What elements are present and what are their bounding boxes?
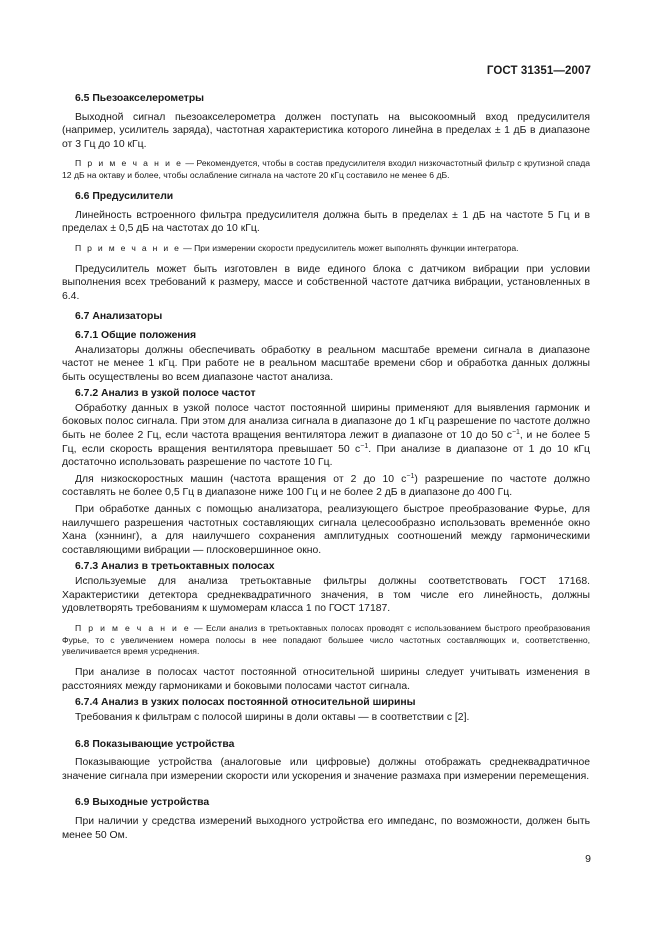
section-6-6-title: 6.6 Предусилители: [75, 190, 174, 202]
section-6-5-paragraph: Выходной сигнал пьезоакселерометра должен поступать на высокоомный вход предусилителя (например, усилитель заряда), частотная характеристика которого линейна в пределах ± 1 дБ в диапазоне от 3 Гц до 10 кГц.: [62, 111, 590, 150]
section-6-7-2-title: 6.7.2 Анализ в узкой полосе частот: [75, 388, 256, 400]
section-6-9-title: 6.9 Выходные устройства: [75, 797, 210, 809]
section-6-7-3-paragraph-2: При анализе в полосах частот постоянной относительной ширины следует учитывать изменения в расстояниях между гармониками и боковыми полосами частот сигнала.: [62, 667, 590, 692]
note-label: П р и м е ч а н и е: [75, 242, 181, 253]
section-6-7-3-paragraph-1: Используемые для анализа третьоктавные фильтры должны соответствовать ГОСТ 17168. Характеристики детектора среднеквадратичного значения, в том числе его линейность, должны удовлетворять требованиям к шумомерам класса 1 по ГОСТ 17187.: [62, 576, 590, 615]
note-text: — Если анализ в третьоктавных полосах проводят с использованием быстрого преобразования Фурье, то с увеличением номера полосы в нее попадают большее число частотных составляющих и, соответственно, увеличивается время усреднения.: [62, 622, 590, 657]
section-6-7-4-paragraph: Требования к фильтрам с полосой ширины в доли октавы — в соответствии с [2].: [75, 711, 470, 723]
section-6-6-note: [62, 243, 590, 255]
text-fragment: ) разрешение по частоте должно составлять не более 0,5 Гц в диапазоне ниже 100 Гц и не более 2 дБ в диапазоне до 400 Гц.: [62, 473, 590, 499]
page-content: [62, 92, 590, 849]
section-6-7-title: 6.7 Анализаторы: [75, 311, 163, 323]
section-6-7-4-title: 6.7.4 Анализ в узких полосах постоянной относительной ширины: [75, 697, 416, 709]
section-6-8-paragraph: Показывающие устройства (аналоговые или цифровые) должны отображать среднеквадратичное значение сигнала при измерении скорости или ускорения и значение размаха при измерении перемещения.: [62, 757, 590, 782]
note-text: — Рекомендуется, чтобы в состав предусилителя входил низкочастотный фильтр с крутизной спада 12 дБ на октаву и более, чтобы ослабление сигнала на частоте 20 кГц составило не менее 6 дБ.: [62, 158, 591, 181]
page-number: 9: [585, 853, 591, 865]
section-6-7-2-paragraph-3: При обработке данных с помощью анализатора, реализующего быстрое преобразование Фурье, для наилучшего разрешения частотных составляющих сигнала целесообразно использовать временно́е окно Хана (хэннинг), а для наилучшего сохранения амплитудных соотношений между гармоническими составляющими вибрации — плосковершинное окно.: [62, 504, 590, 556]
text-fragment: . При анализе в диапазоне от 1 до 10 кГц достаточно использовать разрешение по частоте 10 Гц.: [62, 443, 590, 469]
section-6-7-1-title: 6.7.1 Общие положения: [75, 329, 197, 341]
superscript: −1: [511, 429, 520, 437]
section-6-7-3-title: 6.7.3 Анализ в третьоктавных полосах: [75, 561, 275, 573]
standard-code: ГОСТ 31351—2007: [486, 65, 591, 77]
section-6-5-title: 6.5 Пьезоакселерометры: [75, 93, 205, 104]
section-6-7-2-paragraph-2: [62, 473, 590, 500]
text-fragment: , и не более 5 Гц, если скорость вращения вентилятора превышает 50 с: [62, 430, 591, 455]
note-text: — При измерении скорости предусилитель может выполнять функции интегратора.: [180, 242, 519, 253]
superscript: −1: [360, 442, 369, 450]
note-label: П р и м е ч а н и е: [75, 158, 183, 169]
text-fragment: Обработку данных в узкой полосе частот постоянной ширины применяют для выявления гармоник и боковых полос сигнала. При этом для анализа сигнала в диапазоне до 1 кГц разрешение по частоте должно быть не более 2 Гц, если частота вращения вентилятора лежит в диапазоне от 10 до 50 с: [62, 402, 590, 442]
section-6-6-paragraph-1: Линейность встроенного фильтра предусилителя должна быть в пределах ± 1 дБ на частоте 5 Гц и в пределах ± 0,5 дБ на частотах до 10 кГц.: [62, 209, 590, 235]
section-6-5-note: [62, 158, 590, 182]
note-label: П р и м е ч а н и е: [75, 622, 191, 633]
text-fragment: Для низкоскоростных машин (частота вращения от 2 до 10 с: [75, 473, 407, 485]
section-6-7-1-paragraph: Анализаторы должны обеспечивать обработку в реальном масштабе времени сигнала в диапазоне частот не менее 1 кГц. При работе не в реальном масштабе времени сбор и обработка данных должны быть осуществлены во всем диапазоне частот анализа.: [62, 344, 590, 383]
section-6-7-3-note: [62, 623, 590, 658]
section-6-6-paragraph-2: Предусилитель может быть изготовлен в виде единого блока с датчиком вибрации при условии выполнения всех требований к размеру, массе и собственной частоте датчика вибрации, установленных в 6.4.: [62, 263, 590, 302]
section-6-7-2-paragraph-1: [62, 402, 590, 470]
superscript: −1: [406, 472, 415, 480]
section-6-8-title: 6.8 Показывающие устройства: [75, 738, 235, 750]
section-6-9-paragraph: При наличии у средства измерений выходного устройства его импеданс, по возможности, должен быть менее 50 Ом.: [62, 815, 590, 841]
